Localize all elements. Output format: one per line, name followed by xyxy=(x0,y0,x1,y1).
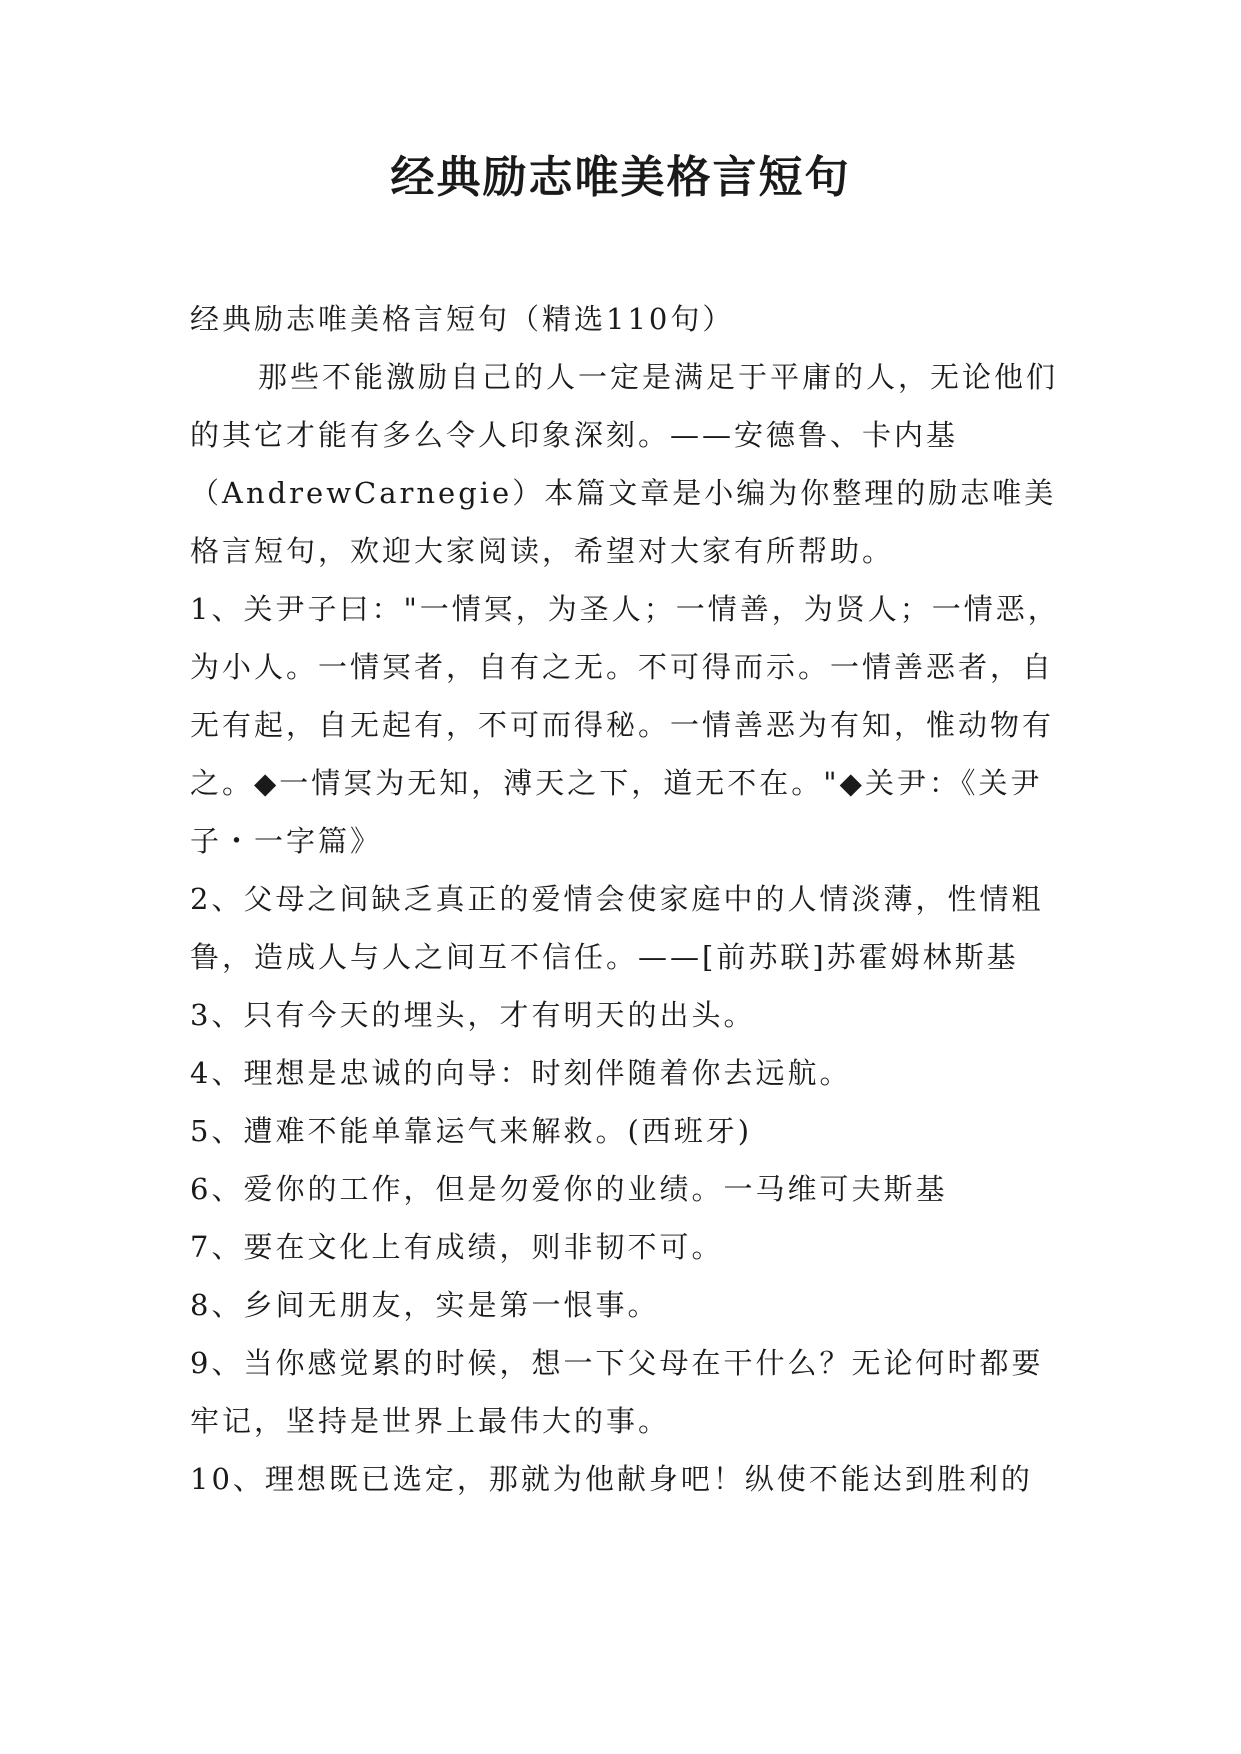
quote-item-6: 6、爱你的工作，但是勿爱你的业绩。一马维可夫斯基 xyxy=(190,1172,948,1206)
quote-item-9: 9、当你感觉累的时候，想一下父母在干什么？无论何时都要牢记，坚持是世界上最伟大的事。 xyxy=(190,1346,1044,1438)
quote-item-7: 7、要在文化上有成绩，则非韧不可。 xyxy=(190,1230,724,1264)
quote-item-8: 8、乡间无朋友，实是第一恨事。 xyxy=(190,1288,660,1322)
quote-item-10: 10、理想既已选定，那就为他献身吧！纵使不能达到胜利的 xyxy=(190,1462,1033,1496)
quote-item-5: 5、遭难不能单靠运气来解救。(西班牙) xyxy=(190,1114,753,1148)
document-subtitle: 经典励志唯美格言短句（精选110句） xyxy=(190,302,735,336)
quote-item-2: 2、父母之间缺乏真正的爱情会使家庭中的人情淡薄，性情粗鲁，造成人与人之间互不信任。——[前苏联]苏霍姆林斯基 xyxy=(190,882,1044,974)
quote-item-4: 4、理想是忠诚的向导：时刻伴随着你去远航。 xyxy=(190,1056,852,1090)
document-title: 经典励志唯美格言短句 xyxy=(390,152,851,203)
quote-item-3: 3、只有今天的埋头，才有明天的出头。 xyxy=(190,998,756,1032)
document-body xyxy=(190,290,1070,1508)
quote-item-1: 1、关尹子曰："一情冥，为圣人；一情善，为贤人；一情恶，为小人。一情冥者，自有之无。不可得而示。一情善恶者，自无有起，自无起有，不可而得秘。一情善恶为有知，惟动物有之。◆一情冥为无知，溥天之下，道无不在。"◆关尹：《关尹子・一字篇》 xyxy=(190,592,1060,858)
intro-paragraph: 那些不能激励自己的人一定是满足于平庸的人，无论他们的其它才能有多么令人印象深刻。——安德鲁、卡内基（AndrewCarnegie）本篇文章是小编为你整理的励志唯美格言短句，欢迎大家阅读，希望对大家有所帮助。 xyxy=(190,360,1059,568)
